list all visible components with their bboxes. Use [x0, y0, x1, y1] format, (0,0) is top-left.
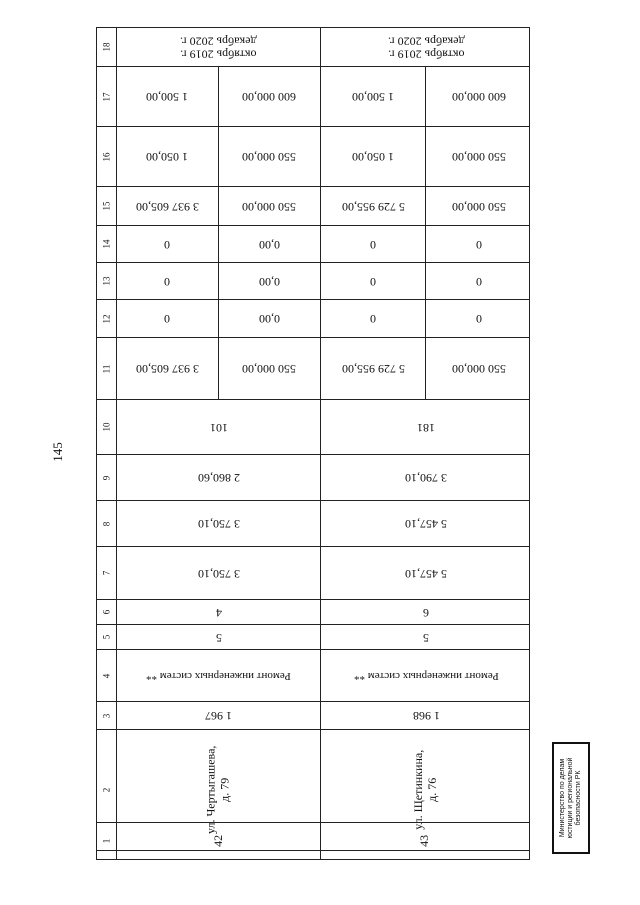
column-number-16: 16 — [101, 152, 112, 161]
cell-r2-c4 — [321, 650, 531, 701]
column-number-14: 14 — [101, 239, 112, 249]
cell-r2-c16 — [321, 127, 531, 186]
row-number: 42 — [210, 834, 225, 847]
cell-r2-c13 — [321, 263, 531, 299]
table-row-col-3 — [97, 702, 529, 730]
column-number-15: 15 — [101, 201, 112, 211]
value: 0,00 — [258, 312, 280, 326]
value: 5 729 955,00 — [341, 199, 405, 214]
value: 550 000,00 — [242, 199, 297, 214]
cell-r1-c10 — [117, 400, 321, 454]
address-house: д. 76 — [424, 777, 439, 803]
table-row-col-14 — [97, 226, 529, 263]
cell-r2-c8 — [321, 501, 531, 546]
column-number-6: 6 — [101, 609, 112, 615]
value: 550 000,00 — [242, 362, 297, 376]
cell-r2-c3 — [321, 702, 531, 729]
cell-r1-c7 — [117, 547, 321, 599]
value: 1 050,00 — [146, 150, 189, 164]
value: 600 000,00 — [242, 90, 297, 104]
date-end: декабрь 2020 г. — [387, 34, 465, 48]
value: 0,00 — [258, 237, 280, 252]
column-number-7: 7 — [101, 570, 112, 576]
date-start: октябрь 2019 г. — [180, 47, 257, 62]
cell-r2-c15 — [321, 187, 531, 225]
cell-r2-c17 — [321, 67, 531, 126]
column-number-13: 13 — [101, 276, 112, 286]
cell-r2-c18 — [321, 28, 531, 66]
value: 550 000,00 — [242, 150, 297, 164]
value: 0 — [164, 274, 171, 289]
column-number-10: 10 — [101, 422, 112, 432]
table-row-col-12 — [97, 300, 529, 338]
value: 101 — [209, 420, 228, 435]
value: 550 000,00 — [451, 199, 506, 214]
value: 5 457,10 — [405, 517, 447, 531]
address-street: ул. Щетинкина, — [411, 750, 426, 830]
column-number-12: 12 — [101, 314, 112, 323]
column-number-8: 8 — [101, 521, 112, 526]
cell-r1-c6 — [117, 600, 321, 624]
value: 0 — [475, 312, 482, 326]
table-row-col-15 — [97, 187, 529, 226]
table-row-col-16 — [97, 127, 529, 187]
cell-r2-c7 — [321, 547, 531, 599]
table-row-col-10 — [97, 400, 529, 455]
value: 550 000,00 — [451, 150, 506, 164]
stamp-line-3: безопасности РК — [575, 770, 583, 826]
cell-r1-c9 — [117, 455, 321, 500]
value: 0 — [164, 312, 171, 326]
table-row-col-13 — [97, 263, 529, 300]
cell-r2-c9 — [321, 455, 531, 500]
value: 5 — [423, 630, 429, 645]
cell-r1-c15 — [117, 187, 321, 225]
value: 5 729 955,00 — [341, 362, 405, 376]
value: 0 — [164, 237, 171, 252]
value: 0 — [370, 274, 376, 289]
cell-r1-c4 — [117, 650, 321, 701]
table-row-col-5 — [97, 625, 529, 650]
cell-r1-c11 — [117, 338, 321, 399]
cell-r2-c12 — [321, 300, 531, 337]
value: 5 457,10 — [405, 566, 447, 581]
cell-r2-c1 — [321, 823, 529, 859]
ministry-stamp — [552, 742, 590, 854]
rotated-table — [96, 27, 530, 860]
table-row-col-9 — [97, 455, 529, 501]
cell-r1-c18 — [117, 28, 321, 66]
cell-r1-c8 — [117, 501, 321, 546]
cell-r2-c14 — [321, 226, 531, 262]
value: 181 — [417, 420, 435, 435]
value: 5 — [215, 630, 222, 645]
column-number-17: 17 — [101, 92, 112, 101]
table-row-col-8 — [97, 501, 529, 547]
value: 1 050,00 — [352, 150, 394, 164]
stamp-line-2: юстиции и региональной — [566, 757, 574, 839]
page-number: 145 — [50, 442, 65, 462]
table-row-col-6 — [97, 600, 529, 625]
date-start: октябрь 2019 г. — [387, 47, 465, 62]
column-number-9: 9 — [101, 475, 112, 480]
cell-r2-c10 — [321, 400, 531, 454]
cell-r1-c3 — [117, 702, 321, 729]
column-number-2: 2 — [101, 787, 112, 793]
value: 0 — [475, 237, 482, 252]
value: 0 — [370, 237, 376, 252]
table-row-col-18 — [97, 28, 529, 67]
cell-r2-c6 — [321, 600, 531, 624]
address-house: д. 79 — [217, 777, 232, 803]
row-number: 43 — [417, 834, 432, 847]
value: 1 500,00 — [146, 90, 189, 104]
value: 550 000,00 — [451, 362, 506, 376]
table-row-col-4 — [97, 650, 529, 702]
cell-r1-c14 — [117, 226, 321, 262]
cell-r1-c12 — [117, 300, 321, 337]
column-number-11: 11 — [101, 364, 112, 373]
cell-r1-c5 — [117, 625, 321, 649]
cell-r1-c1 — [117, 823, 321, 859]
value: 3 937 605,00 — [135, 362, 199, 376]
date-end: декабрь 2020 г. — [180, 34, 257, 48]
cell-r2-c5 — [321, 625, 531, 649]
build-year: 1 968 — [412, 709, 440, 723]
stamp-line-1: Министерство по делам — [558, 758, 566, 838]
value: 0 — [370, 312, 376, 326]
table-row-col-7 — [97, 547, 529, 600]
value: 4 — [215, 605, 222, 620]
column-number-4: 4 — [101, 673, 112, 678]
value: 0,00 — [258, 274, 280, 289]
work-type: Ремонт инженерных систем ** — [146, 669, 291, 682]
cell-r2-c11 — [321, 338, 531, 399]
value: 0 — [475, 274, 482, 289]
address-street: ул. Чертыгашева, — [203, 745, 218, 835]
table-row-col-11 — [97, 338, 529, 400]
cell-r1-c16 — [117, 127, 321, 186]
work-type: Ремонт инженерных систем ** — [353, 669, 499, 682]
value: 6 — [423, 605, 429, 620]
column-number-18: 18 — [101, 42, 112, 52]
value: 3 750,10 — [197, 517, 240, 531]
value: 3 750,10 — [197, 566, 240, 581]
column-number-5: 5 — [101, 634, 112, 640]
table-row-col-17 — [97, 67, 529, 127]
cell-r1-c13 — [117, 263, 321, 299]
value: 2 860,60 — [197, 471, 240, 485]
cell-r1-c17 — [117, 67, 321, 126]
value: 1 500,00 — [352, 90, 394, 104]
build-year: 1 967 — [205, 709, 232, 723]
table-row-col-1-box — [96, 822, 530, 860]
column-number-3: 3 — [101, 713, 112, 718]
value: 600 000,00 — [451, 90, 506, 104]
column-number-1: 1 — [101, 838, 112, 844]
value: 3 937 605,00 — [135, 199, 199, 214]
value: 3 790,10 — [405, 471, 447, 485]
